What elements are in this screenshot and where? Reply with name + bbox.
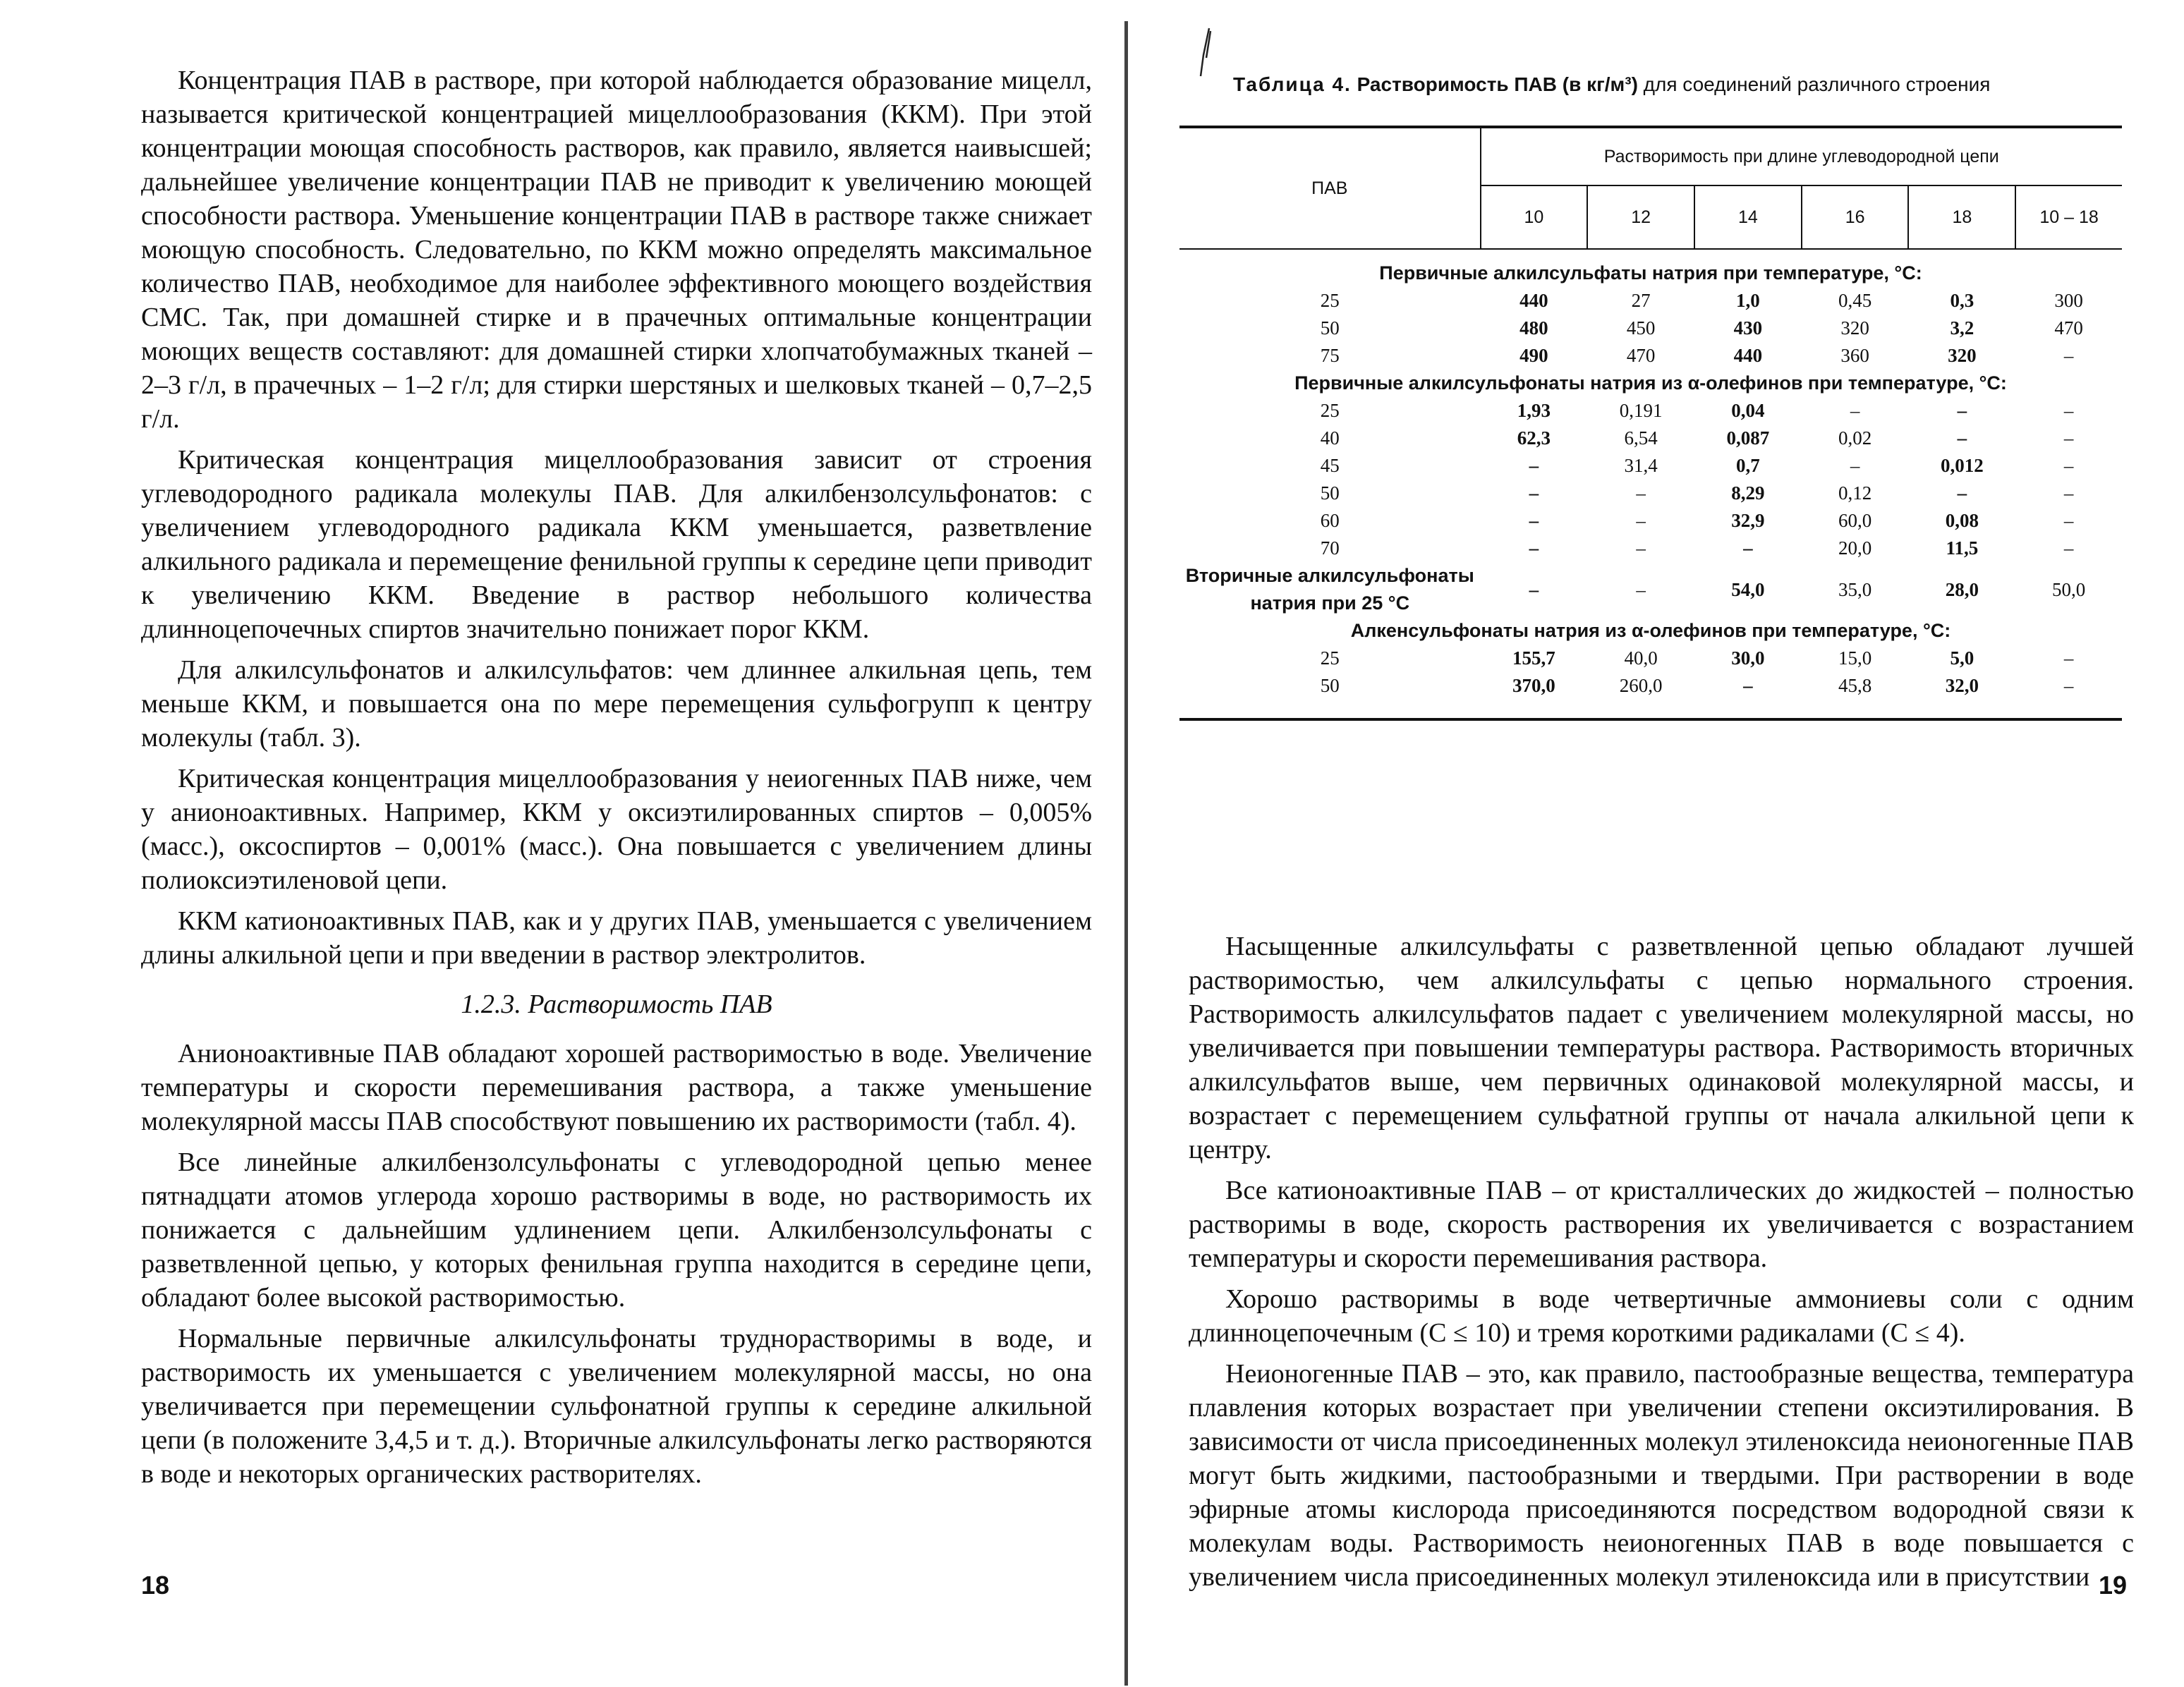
table-cell: 0,087 [1726,427,1770,449]
table-cell: – [2063,482,2074,504]
table-cell: 0,3 [1950,290,1974,311]
table-cell: 155,7 [1512,647,1555,669]
table-caption-title: Растворимость ПАВ (в кг/м³) [1357,73,1638,95]
table-row [1179,397,2122,425]
table-cell: – [1743,537,1753,559]
table-caption-rest: для соединений различного строения [1643,73,1991,95]
table-cell: 320 [1948,345,1977,366]
group-label: Алкенсульфонаты натрия из α-олефинов при температуре, °С: [1350,620,1951,641]
table-body [1179,249,2122,719]
table-cell: 0,7 [1736,455,1760,476]
temperature-cell: 25 [1320,400,1340,421]
page-number: 19 [2099,1571,2128,1600]
table-cell: 440 [1519,290,1548,311]
table-cell: 470 [1626,345,1656,366]
table-cell: 470 [2054,317,2083,339]
table-row [1179,562,2122,617]
table-cell: 0,191 [1619,400,1663,421]
table-cell: – [2063,510,2074,531]
table-cell: – [1636,537,1646,559]
table-cell: – [2063,427,2074,449]
temperature-cell: 50 [1320,675,1340,696]
table-row [1179,287,2122,315]
table-cell: – [1636,482,1646,504]
table-cell: 0,02 [1838,427,1872,449]
paragraph: Насыщенные алкилсульфаты с разветвленной цепью обладают лучшей растворимостью, чем алкилсульфаты с цепью нормального строения. Растворимость алкилсульфатов падает с увеличением молекулярной массы, но увеличивается при повышении температуры раствора. Растворимость вторичных алкилсульфатов выше, чем первичных одинаковой молекулярной массы, и возрастает с перемещением сульфатной группы от начала алкильной цепи к центру. [1189,932,2134,1164]
table-cell: 31,4 [1624,455,1658,476]
table-cell: – [2063,675,2074,696]
left-page-text [141,63,1092,1491]
table-cell: 300 [2054,290,2083,311]
paragraph: ККМ катионоактивных ПАВ, как и у других ПАВ, уменьшается с увеличением длины алкильной цепи и при введении в раствор электролитов. [141,906,1092,970]
table-cell: – [2063,455,2074,476]
table-cell: 60,0 [1838,510,1872,531]
table-cell: 11,5 [1946,537,1979,559]
table-cell: 0,45 [1838,290,1872,311]
table-group-row [1179,617,2122,645]
paragraph: Все катионоактивные ПАВ – от кристаллических до жидкостей – полностью растворимы в воде, скорость растворения их увеличивается с возрастанием температуры и скорости перемешивания раствора. [1189,1176,2134,1273]
table-cell: 0,04 [1731,400,1765,421]
row-label: Вторичные алкилсульфонаты натрия при 25 °С [1185,565,1474,614]
temperature-cell: 45 [1320,455,1340,476]
table-cell: – [2063,345,2074,366]
paragraph: Нормальные первичные алкилсульфонаты труднорастворимы в воде, и растворимость их уменьшается с увеличением молекулярной массы, но она увеличивается при перемещении сульфонатной группы к середине алкильной цепи (в положените 3,4,5 и т. д.). Вторичные алкилсульфонаты легко растворяются в воде и некоторых органических растворителях. [141,1324,1092,1489]
table-cell: 490 [1519,345,1548,366]
table-row [1179,425,2122,452]
table-cell: – [1850,455,1860,476]
table-cell: 27 [1631,290,1651,311]
table-cell: 30,0 [1731,647,1765,669]
table-cell: 62,3 [1517,427,1551,449]
column-group-header: Растворимость при длине углеводородной цепи [1481,127,2122,185]
group-label: Первичные алкилсульфаты натрия при температуре, °С: [1379,262,1922,284]
table-row [1179,535,2122,562]
table-row [1179,672,2122,700]
temperature-cell: 50 [1320,317,1340,339]
paragraph: Хорошо растворимы в воде четвертичные аммониевы соли с одним длинноцепочечным (С ≤ 10) и тремя короткими радикалами (С ≤ 4). [1189,1284,2134,1348]
table-cell: 370,0 [1512,675,1555,696]
table-cell: – [2063,647,2074,669]
right-page-text [1189,930,2134,1594]
table-cell: 430 [1733,317,1763,339]
column-header-chain-length: 16 [1802,185,1909,249]
table-cell: – [1529,578,1539,600]
paragraph: Для алкилсульфонатов и алкилсульфатов: чем длиннее алкильная цепь, тем меньше ККМ, и повышается она по мере перемещения сульфогрупп к центру молекулы (табл. 3). [141,655,1092,753]
solubility-table [1179,126,2122,721]
temperature-cell: 75 [1320,345,1340,366]
book-spine [1124,21,1128,1686]
table-cell: 50,0 [2051,578,2086,600]
table-cell: – [1957,427,1967,449]
temperature-cell: 60 [1320,510,1340,531]
table-cell: 6,54 [1624,427,1658,449]
table-cell: 54,0 [1731,578,1765,600]
table-cell: 40,0 [1624,647,1658,669]
table-cell: 0,012 [1940,455,1984,476]
table-cell: 1,0 [1736,290,1760,311]
table-cell: – [1743,675,1753,696]
column-header-chain-length: 18 [1908,185,2015,249]
table-cell: 480 [1519,317,1548,339]
table-row [1179,452,2122,480]
table-cell: 15,0 [1838,647,1872,669]
table-cell: 440 [1733,345,1763,366]
paragraph: Неионогенные ПАВ – это, как правило, пастообразные вещества, температура плавления которых возрастает при увеличении степени оксиэтилирования. В зависимости от числа присоединенных молекул этиленоксида неионогенные ПАВ могут быть жидкими, пастообразными и твердыми. При растворении в воде эфирные атомы кислорода присоединяются посредством водородной связи к молекулам воды. Растворимость неионогенных ПАВ в воде повышается с увеличением числа присоединенных молекул этиленоксида или в присутствии [1189,1359,2134,1592]
table-cell: 450 [1626,317,1656,339]
table-cell: 20,0 [1838,537,1872,559]
paragraph: Все линейные алкилбензолсульфонаты с углеводородной цепью менее пятнадцати атомов углерода хорошо растворимы в воде, но растворимость их понижается с дальнейшим удлинением цепи. Алкилбензолсульфонаты с разветвленной цепью, у которых фенильная группа находится в середине цепи, обладают более высокой растворимостью. [141,1147,1092,1313]
table-cell: – [1529,482,1539,504]
table-cell: 5,0 [1950,647,1974,669]
column-header-pav: ПАВ [1179,127,1481,249]
table-row [1179,507,2122,535]
table-cell: 32,0 [1945,675,1979,696]
paragraph: Критическая концентрация мицеллообразования у неиогенных ПАВ ниже, чем у анионоактивных. Например, ККМ у оксиэтилированных спиртов – 0,005% (масс.), оксоспиртов – 0,001% (масс.). Она повышается с увеличением длины полиоксиэтиленовой цепи. [141,764,1092,895]
column-header-chain-length: 12 [1587,185,1694,249]
paragraph: Анионоактивные ПАВ обладают хорошей растворимостью в воде. Увеличение температуры и скорости перемешивания раствора, а также уменьшение молекулярной массы ПАВ способствуют повышению их растворимости (табл. 4). [141,1039,1092,1136]
right-page [1129,0,2184,1687]
table-cell: 35,0 [1838,578,1872,600]
temperature-cell: 70 [1320,537,1340,559]
table-cell: 3,2 [1950,317,1974,339]
table-cell: 8,29 [1731,482,1765,504]
temperature-cell: 40 [1320,427,1340,449]
table-cell: – [1529,510,1539,531]
table-row [1179,342,2122,370]
table-cell: – [1529,455,1539,476]
table-cell: 45,8 [1838,675,1872,696]
table-cell: 0,12 [1838,482,1872,504]
table-cell: 360 [1840,345,1869,366]
column-header-chain-length: 14 [1694,185,1802,249]
table-row [1179,645,2122,672]
section-title: 1.2.3. Растворимость ПАВ [461,989,772,1019]
table-cell: – [1529,537,1539,559]
table-cell: 0,08 [1945,510,1979,531]
table-row [1179,480,2122,507]
table-group-row [1179,260,2122,287]
table-caption-number: Таблица 4. [1233,73,1352,95]
paragraph: Критическая концентрация мицеллообразования зависит от строения углеводородного радикала молекулы ПАВ. Для алкилбензолсульфонатов: с увеличением углеводородного радикала ККМ уменьшается, разветвление алкильного радикала и перемещение фенильной группы к середине цепи приводит к увеличению ККМ. Введение в раствор небольшого количества длинноцепочечных спиртов значительно понижает порог ККМ. [141,445,1092,644]
table-cell: – [2063,400,2074,421]
table-caption [1233,73,1990,96]
table-cell: 260,0 [1619,675,1663,696]
table-cell: – [1636,510,1646,531]
table-cell: 320 [1840,317,1869,339]
pen-mark [1194,27,1215,80]
table-cell: 1,93 [1517,400,1551,421]
table-cell: – [1957,482,1967,504]
table-cell: – [2063,537,2074,559]
temperature-cell: 25 [1320,647,1340,669]
column-header-chain-length: 10 [1481,185,1588,249]
table-cell: 32,9 [1731,510,1765,531]
temperature-cell: 25 [1320,290,1340,311]
page-number: 18 [141,1571,170,1600]
table-cell: 28,0 [1945,578,1979,600]
table-group-row [1179,370,2122,397]
paragraph: Концентрация ПАВ в растворе, при которой наблюдается образование мицелл, называется критической концентрацией мицеллообразования (ККМ). При этой концентрации моющая способность растворов, как правило, является наивысшей; дальнейшее увеличение концентрации ПАВ не приводит к увеличению моющей способности раствора. Уменьшение концентрации ПАВ в растворе также снижает моющую способность. Следовательно, по ККМ можно определять максимальное количество ПАВ, необходимое для наиболее эффективного моющего воздействия СМС. Так, при домашней стирке и в прачечных оптимальные концентрации моющих веществ составляют: для домашней стирки хлопчатобумажных тканей – 2–3 г/л, в прачечных – 1–2 г/л; для стирки шерстяных и шелковых тканей – 0,7–2,5 г/л. [141,66,1092,434]
table-cell: – [1850,400,1860,421]
table-row [1179,315,2122,342]
column-header-chain-length: 10 – 18 [2015,185,2122,249]
group-label: Первичные алкилсульфонаты натрия из α-олефинов при температуре, °С: [1294,372,2007,394]
table-cell: – [1636,578,1646,600]
temperature-cell: 50 [1320,482,1340,504]
table-cell: – [1957,400,1967,421]
